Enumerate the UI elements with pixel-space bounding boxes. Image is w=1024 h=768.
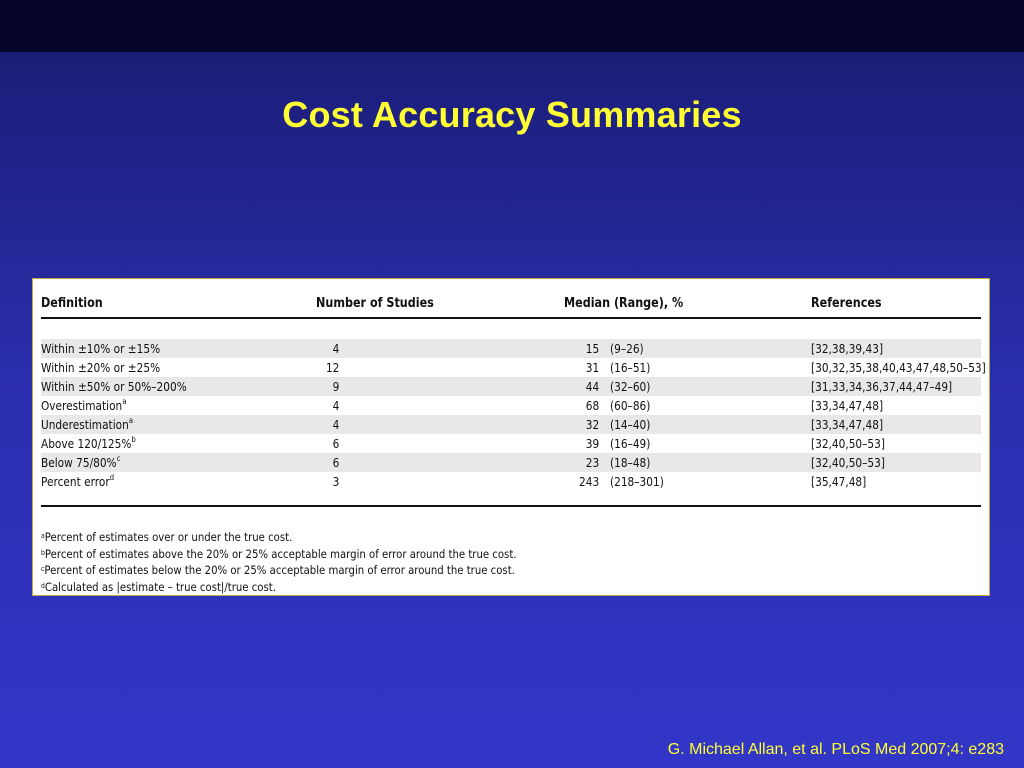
- footnotes: [41, 529, 581, 595]
- cell-range: (14–40): [610, 418, 651, 432]
- definition-text: Within ±10% or ±15%: [41, 342, 161, 356]
- cell-median: 39: [585, 437, 600, 451]
- cell-references: [35,47,48]: [811, 475, 867, 489]
- table-row: [41, 415, 981, 434]
- header-number-of-studies: Number of Studies: [316, 296, 434, 311]
- cell-definition: [41, 437, 136, 451]
- definition-text: Percent error: [41, 475, 110, 489]
- cell-definition: [41, 342, 160, 356]
- definition-text: Below 75/80%: [41, 456, 117, 470]
- footnote-text: Percent of estimates above the 20% or 25% acceptable margin of error around the true cost.: [44, 546, 517, 561]
- header-median-range: Median (Range), %: [564, 296, 684, 311]
- footnote: [41, 562, 517, 579]
- definition-text: Above 120/125%: [41, 437, 132, 451]
- footnote-mark: b: [131, 435, 136, 444]
- footnote-text: Percent of estimates over or under the true cost.: [44, 530, 293, 544]
- footer-rule: [41, 505, 981, 507]
- table-row: [41, 472, 981, 491]
- slide-title: Cost Accuracy Summaries: [282, 94, 742, 135]
- footnote-mark: c: [116, 454, 121, 463]
- footnote-mark: d: [109, 473, 115, 482]
- cell-range: (218–301): [610, 475, 664, 489]
- cell-range: (60–86): [610, 399, 651, 413]
- footnote: [41, 529, 517, 546]
- cell-references: [32,40,50–53]: [811, 456, 885, 470]
- definition-text: Within ±20% or ±25%: [41, 361, 161, 375]
- footnote: [41, 579, 517, 596]
- definition-text: Within ±50% or 50%–200%: [41, 380, 187, 394]
- definition-text: Overestimation: [41, 399, 123, 413]
- cell-median: 44: [585, 380, 600, 394]
- header-definition: Definition: [41, 296, 103, 311]
- cell-number-of-studies: 9: [332, 380, 340, 394]
- footnote-text: Calculated as |estimate – true cost|/true cost.: [44, 579, 276, 594]
- table-row: [41, 377, 981, 396]
- footnote-mark: a: [122, 397, 127, 406]
- cell-number-of-studies: 6: [332, 456, 340, 470]
- header-references: References: [811, 296, 882, 311]
- cell-number-of-studies: 4: [332, 418, 340, 432]
- footnote-mark: c: [41, 565, 45, 573]
- footnote-text: Percent of estimates below the 20% or 25% acceptable margin of error around the true cost.: [44, 563, 515, 577]
- footnote-mark: a: [128, 416, 134, 425]
- cell-references: [30,32,35,38,40,43,47,48,50–53]: [811, 361, 986, 375]
- header-rule: [41, 317, 981, 319]
- cell-number-of-studies: 4: [332, 399, 340, 413]
- cell-definition: [41, 399, 127, 413]
- cell-references: [32,38,39,43]: [811, 342, 884, 356]
- cell-number-of-studies: 3: [332, 475, 340, 489]
- cell-range: (18–48): [610, 456, 651, 470]
- cell-references: [33,34,47,48]: [811, 399, 884, 413]
- cell-median: 32: [585, 418, 600, 432]
- table-panel: [32, 278, 990, 596]
- cell-references: [33,34,47,48]: [811, 418, 884, 432]
- cell-median: 23: [585, 456, 600, 470]
- cell-median: 15: [585, 342, 600, 356]
- cell-number-of-studies: 6: [332, 437, 340, 451]
- cell-median: 243: [579, 475, 600, 489]
- cell-number-of-studies: 12: [325, 361, 340, 375]
- cell-median: 68: [585, 399, 600, 413]
- table-row: [41, 339, 981, 358]
- cell-range: (32–60): [610, 380, 651, 394]
- definition-text: Underestimation: [41, 418, 129, 432]
- cell-definition: [41, 475, 114, 489]
- cell-range: (16–49): [610, 437, 651, 451]
- table-row: [41, 434, 981, 453]
- footnote-mark: d: [41, 581, 45, 590]
- top-band: [0, 0, 1024, 52]
- footnote-mark: a: [41, 532, 45, 540]
- cell-number-of-studies: 4: [332, 342, 340, 356]
- footnote-mark: b: [41, 548, 45, 557]
- table-row: [41, 396, 981, 415]
- cell-references: [31,33,34,36,37,44,47–49]: [811, 380, 953, 394]
- cell-references: [32,40,50–53]: [811, 437, 885, 451]
- citation: G. Michael Allan, et al. PLoS Med 2007;4: e283: [667, 741, 1004, 758]
- cell-range: (9–26): [610, 342, 644, 356]
- cell-definition: [41, 456, 120, 470]
- footnote: [41, 546, 517, 563]
- cell-definition: [41, 418, 133, 432]
- cell-median: 31: [585, 361, 600, 375]
- table-row: [41, 358, 986, 377]
- table-row: [41, 453, 981, 472]
- cell-definition: [41, 380, 187, 394]
- cell-definition: [41, 361, 160, 375]
- cell-range: (16–51): [610, 361, 651, 375]
